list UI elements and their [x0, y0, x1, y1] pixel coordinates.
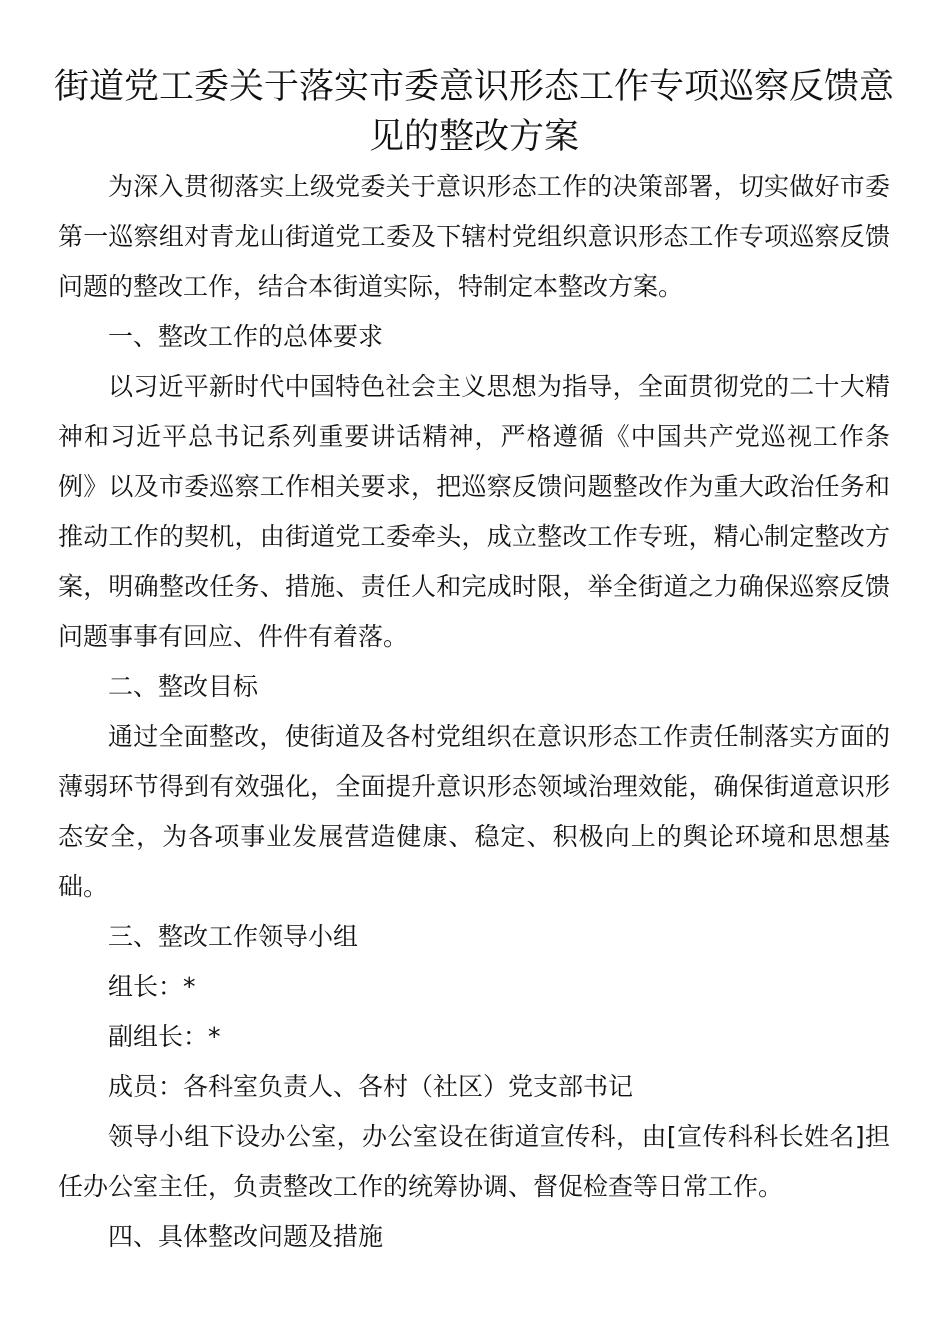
section-heading-4: 四、具体整改问题及措施 [108, 1222, 384, 1251]
section-1-paragraph-1: 以习近平新时代中国特色社会主义思想为指导，全面贯彻党的二十大精神和习近平总书记系列重要讲话精神，严格遵循《中国共产党巡视工作条例》以及市委巡察工作相关要求，把巡察反馈问题整改作为重大政治任务和推动工作的契机，由街道党工委牵头，成立整改工作专班，精心制定整改方案，明确整改任务、措施、责任人和完成时限，举全街道之力确保巡察反馈问题事事有回应、件件有着落。 [58, 372, 890, 651]
document-title: 街道党工委关于落实市委意识形态工作专项巡察反馈意见的整改方案 [53, 67, 894, 157]
section-heading-1: 一、整改工作的总体要求 [108, 322, 384, 351]
section-heading-3: 三、整改工作领导小组 [108, 922, 359, 951]
office-paragraph: 领导小组下设办公室，办公室设在街道宣传科，由[宣传科科长姓名]担任办公室主任，负责整改工作的统筹协调、督促检查等日常工作。 [58, 1122, 890, 1201]
document-body [58, 162, 890, 1262]
members-line: 成员：各科室负责人、各村（社区）党支部书记 [108, 1072, 634, 1101]
deputy-leader-line: 副组长：* [108, 1022, 221, 1051]
section-heading-2: 二、整改目标 [108, 672, 259, 701]
section-2-paragraph-1: 通过全面整改，使街道及各村党组织在意识形态工作责任制落实方面的薄弱环节得到有效强化，全面提升意识形态领域治理效能，确保街道意识形态安全，为各项事业发展营造健康、稳定、积极向上的舆论环境和思想基础。 [58, 722, 890, 901]
document-page [53, 62, 894, 1262]
group-leader-line: 组长：* [108, 972, 196, 1001]
intro-paragraph: 为深入贯彻落实上级党委关于意识形态工作的决策部署，切实做好市委第一巡察组对青龙山街道党工委及下辖村党组织意识形态工作专项巡察反馈问题的整改工作，结合本街道实际，特制定本整改方案。 [58, 172, 890, 301]
